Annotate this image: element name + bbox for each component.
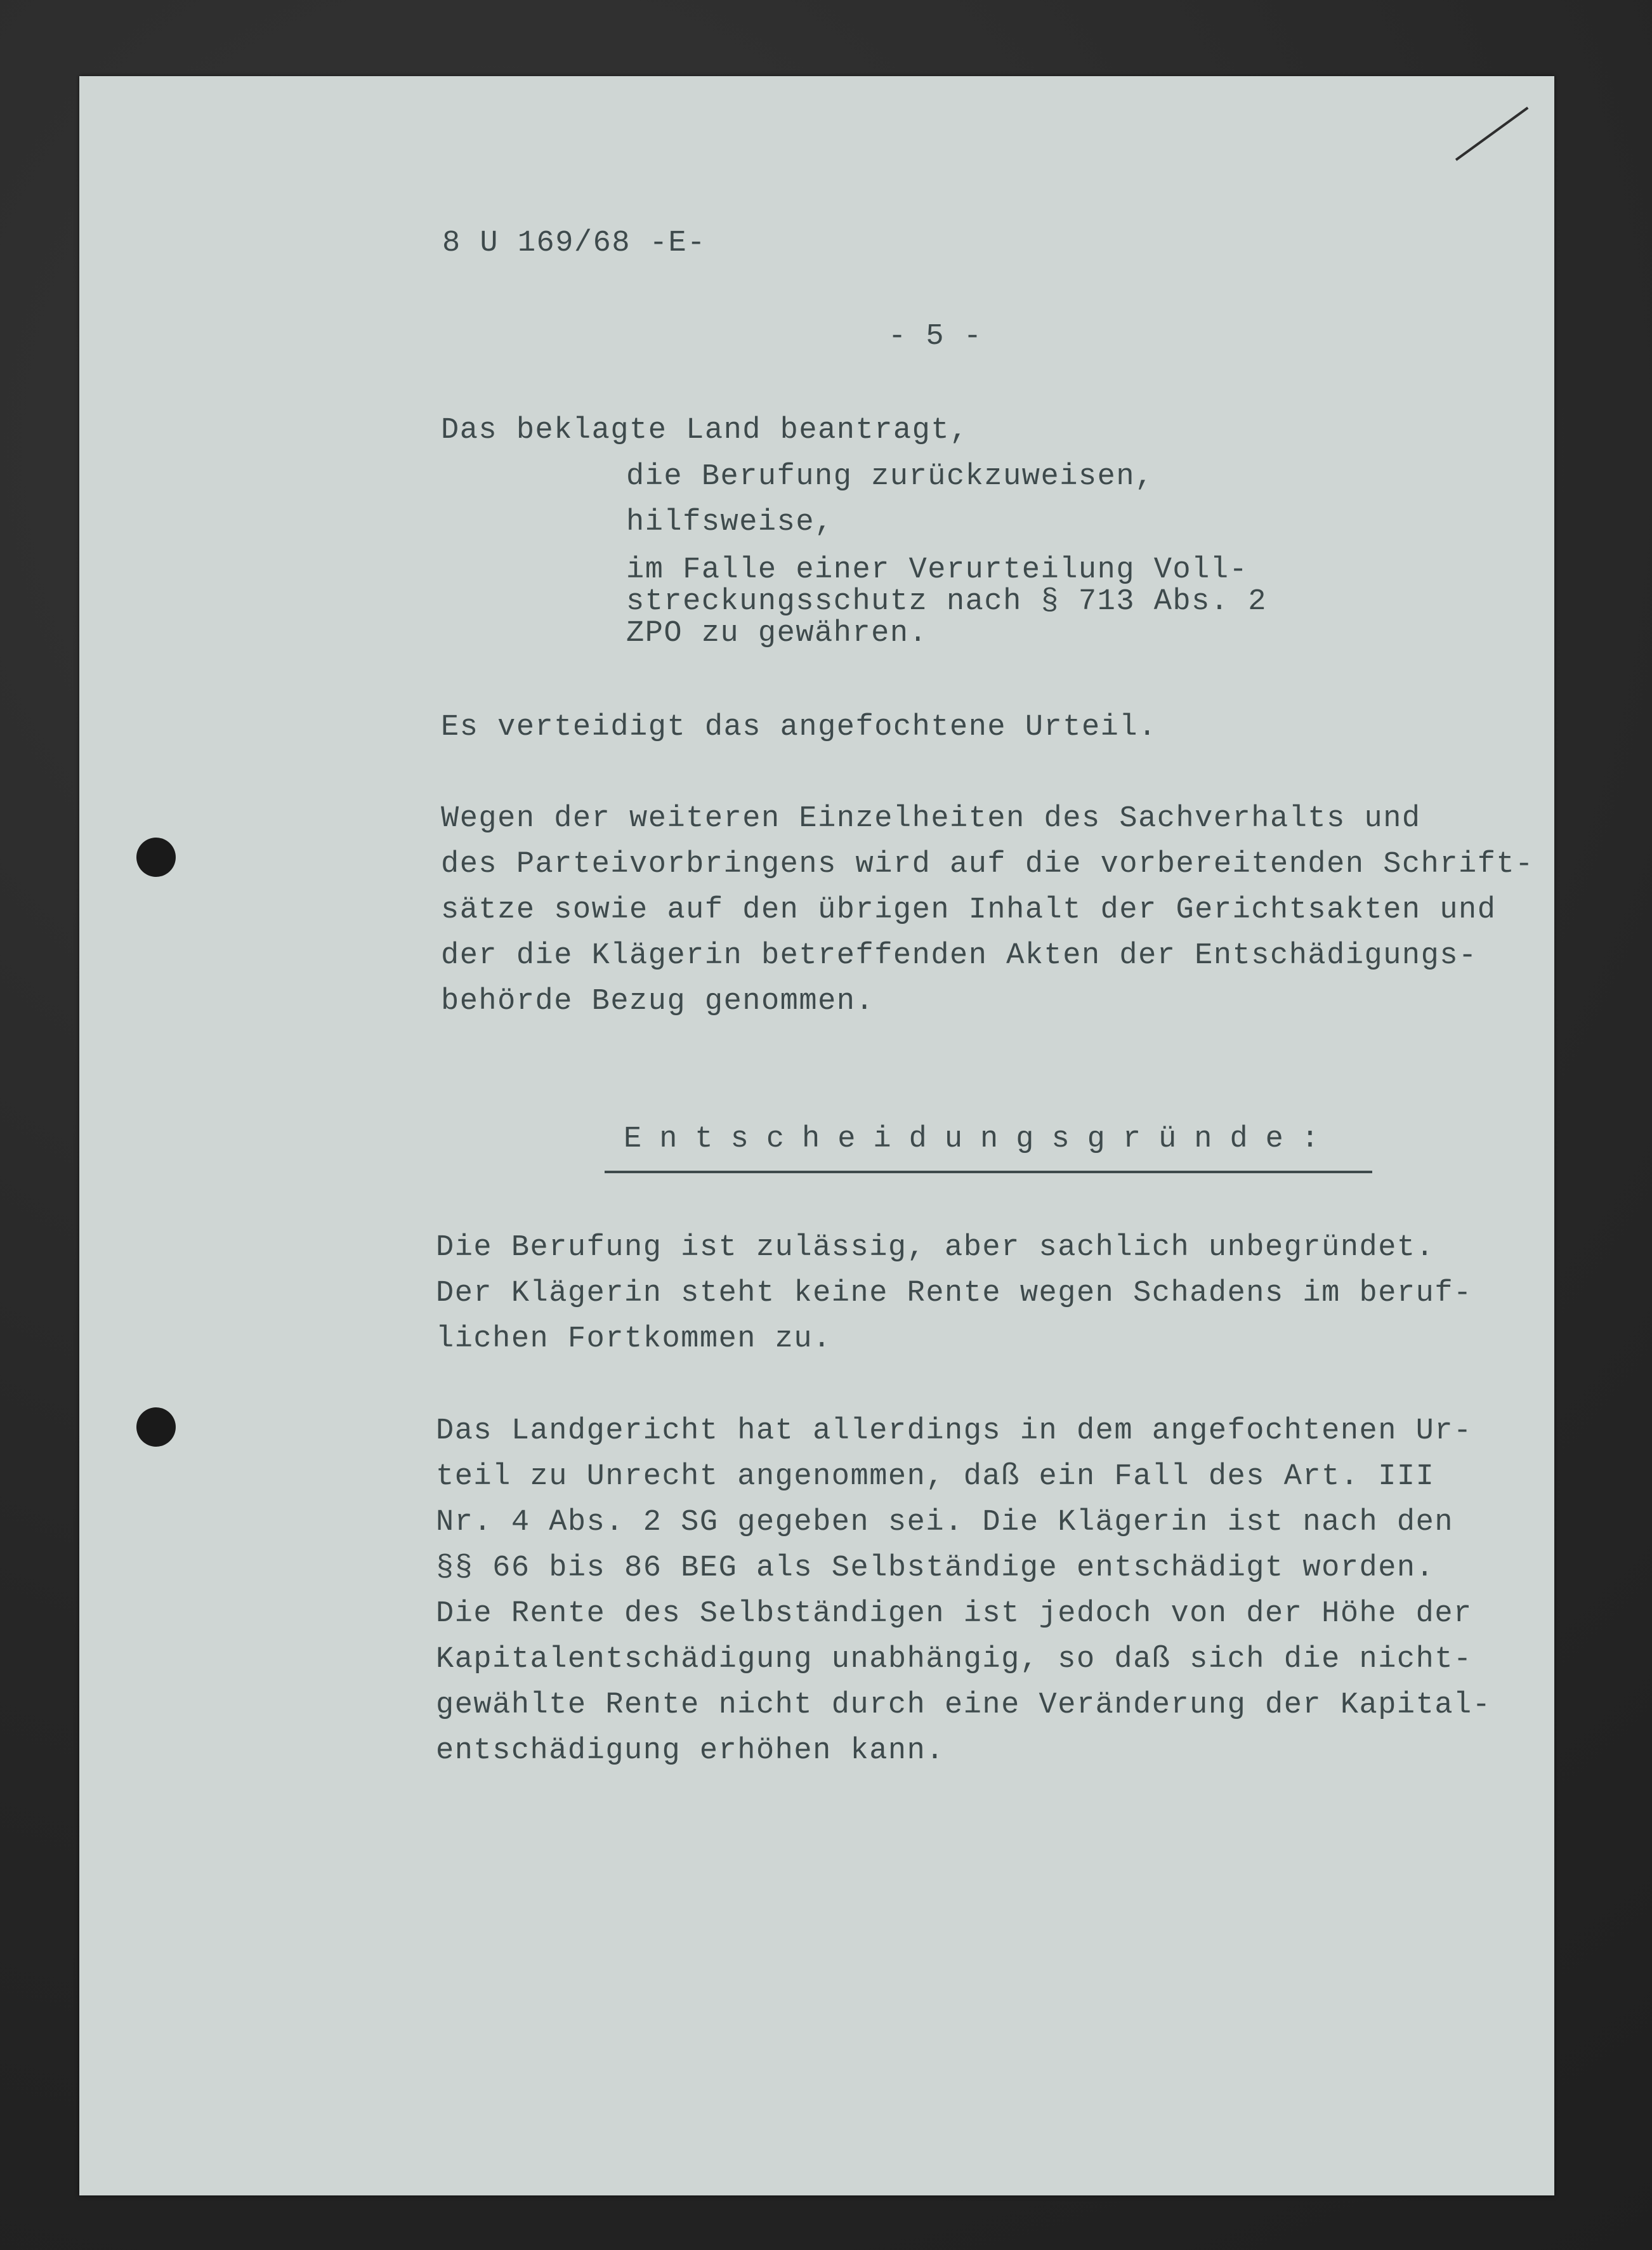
reference-paragraph-line: der die Klägerin betreffenden Akten der Entschädigungs-	[441, 939, 1478, 973]
reference-paragraph-line: sätze sowie auf den übrigen Inhalt der Gerichtsakten und	[441, 893, 1497, 927]
reference-paragraph-line: des Parteivorbringens wird auf die vorbereitenden Schrift-	[441, 848, 1534, 881]
file-reference: 8 U 169/68 -E-	[442, 227, 706, 260]
paragraph-1-line: Der Klägerin steht keine Rente wegen Schadens im beruf-	[436, 1277, 1472, 1310]
paragraph-2-line: gewählte Rente nicht durch eine Veränderung der Kapital-	[436, 1688, 1491, 1722]
paragraph-2-line: teil zu Unrecht angenommen, daß ein Fall des Art. III	[436, 1460, 1435, 1494]
page-number: - 5 -	[888, 320, 983, 353]
motion-line: ZPO zu gewähren.	[626, 617, 928, 650]
motion-line: streckungsschutz nach § 713 Abs. 2	[626, 585, 1267, 619]
motion-line: im Falle einer Verurteilung Voll-	[626, 553, 1249, 587]
reference-paragraph-line: Wegen der weiteren Einzelheiten des Sachverhalts und	[441, 802, 1421, 836]
paragraph-2-line: Die Rente des Selbständigen ist jedoch von der Höhe der	[436, 1597, 1472, 1631]
document-page	[79, 76, 1554, 2195]
motion-line: hilfsweise,	[626, 506, 834, 539]
section-heading: Entscheidungsgründe:	[624, 1122, 1337, 1156]
paragraph-2-line: §§ 66 bis 86 BEG als Selbständige entschädigt worden.	[436, 1551, 1435, 1585]
paragraph-1-line: Die Berufung ist zulässig, aber sachlich unbegründet.	[436, 1231, 1435, 1265]
paragraph-2-line: Das Landgericht hat allerdings in dem angefochtenen Ur-	[436, 1414, 1472, 1448]
paragraph-2-line: entschädigung erhöhen kann.	[436, 1734, 945, 1768]
paragraph-1-line: lichen Fortkommen zu.	[436, 1322, 832, 1356]
paragraph-2-line: Kapitalentschädigung unabhängig, so daß sich die nicht-	[436, 1643, 1472, 1676]
intro-line: Das beklagte Land beantragt,	[441, 414, 969, 447]
section-heading-underline	[605, 1171, 1372, 1173]
pen-stroke-mark	[1455, 107, 1529, 161]
paragraph-2-line: Nr. 4 Abs. 2 SG gegeben sei. Die Klägerin ist nach den	[436, 1506, 1454, 1539]
motion-line: die Berufung zurückzuweisen,	[626, 460, 1154, 494]
punch-hole-top	[136, 838, 176, 877]
defense-line: Es verteidigt das angefochtene Urteil.	[441, 711, 1157, 744]
reference-paragraph-line: behörde Bezug genommen.	[441, 985, 875, 1018]
punch-hole-bottom	[136, 1407, 176, 1447]
